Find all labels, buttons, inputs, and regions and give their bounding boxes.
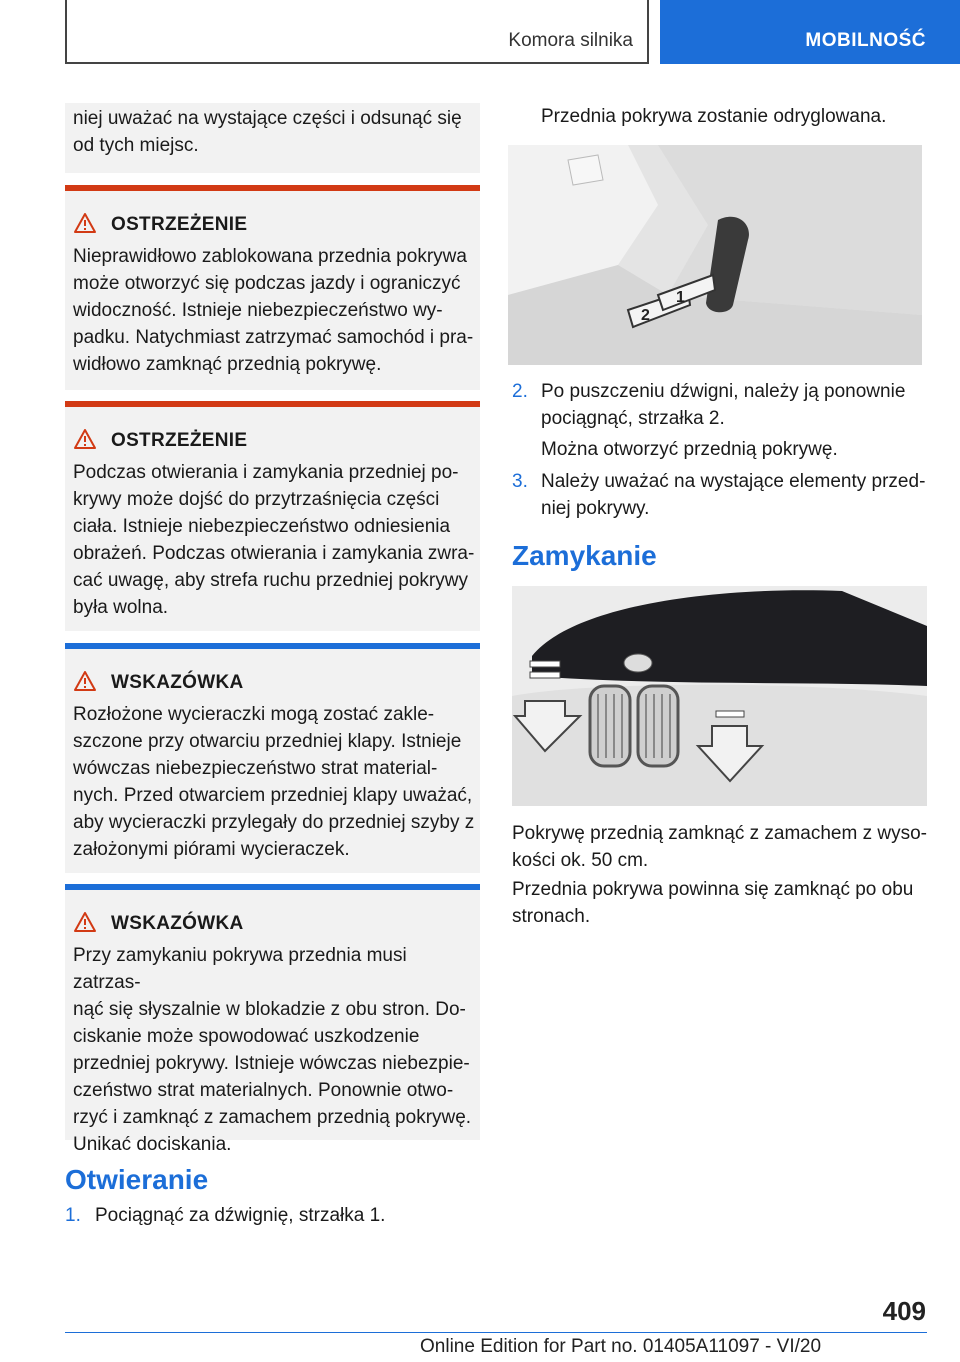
warning-title: OSTRZEŻENIE <box>111 214 248 235</box>
warning-line: widłowo zamknąć przednią pokrywę. <box>73 354 382 375</box>
chapter-title: MOBILNOŚĆ <box>805 30 926 51</box>
warning-line: cać uwagę, aby strefa ruchu przedniej pokrywy <box>73 570 468 591</box>
note-line: aby wycieraczki przylegały do przedniej szyby z <box>73 812 475 833</box>
footer-divider <box>65 1332 927 1333</box>
warning-box <box>65 185 480 390</box>
note-line: nąć się słyszalnie w blokadzie z obu stron. Do- <box>73 999 466 1020</box>
warning-triangle-icon <box>73 911 97 933</box>
note-bar <box>65 643 480 649</box>
step-text: pociągnąć, strzałka 2. <box>541 408 725 429</box>
header-section-tab <box>65 0 649 64</box>
closing-text: Pokrywę przednią zamknąć z zamachem z wyso- <box>512 823 927 844</box>
warning-line: padku. Natychmiast zatrzymać samochód i pra- <box>73 327 474 348</box>
warning-line: była wolna. <box>73 597 169 618</box>
intro-note-box <box>65 103 480 173</box>
lever-drawing <box>508 145 922 365</box>
page-number: 409 <box>882 1296 926 1326</box>
note-line: czeństwo strat materialnych. Ponownie otwo- <box>73 1080 454 1101</box>
warning-line: widoczność. Istnieje niebezpieczeństwo wy- <box>73 300 443 321</box>
note-line: przedniej pokrywy. Istnieje wówczas niebezpie- <box>73 1053 470 1074</box>
intro-line: od tych miejsc. <box>73 135 199 156</box>
note-box <box>65 884 480 1155</box>
step-number: 1. <box>65 1205 81 1226</box>
warning-line: może otworzyć się podczas jazdy i ograniczyć <box>73 273 461 294</box>
step-text: Pociągnąć za dźwignię, strzałka 1. <box>95 1205 386 1226</box>
warning-line: Nieprawidłowo zablokowana przednia pokrywa <box>73 246 467 267</box>
note-line: nych. Przed otwarciem przedniej klapy uważać, <box>73 785 473 806</box>
warning-triangle-icon <box>73 212 97 234</box>
intro-line: niej uważać na wystające części i odsunąć się <box>73 108 462 129</box>
warning-bar <box>65 185 480 191</box>
header-chapter-tab <box>660 0 960 64</box>
warning-line: Podczas otwierania i zamykania przedniej po- <box>73 462 459 483</box>
note-line: Przy zamykaniu pokrywa przednia musi zatrzas- <box>73 945 407 993</box>
note-box <box>65 643 480 873</box>
note-line: Rozłożone wycieraczki mogą zostać zakle- <box>73 704 435 725</box>
warning-line: krywy może dojść do przytrzaśnięcia części <box>73 489 440 510</box>
hood-closing-illustration <box>512 586 927 806</box>
note-line: szczone przy otwarciu przedniej klapy. Istnieje <box>73 731 462 752</box>
note-line: rzyć i zamknąć z zamachem przednią pokrywę. <box>73 1107 472 1128</box>
footer-edition: Online Edition for Part no. 01405A11097 - VI/20 <box>420 1336 822 1357</box>
note-line: ciskanie może spowodować uszkodzenie <box>73 1026 420 1047</box>
warning-triangle-icon <box>73 670 97 692</box>
step-number: 2. <box>512 381 528 402</box>
note-title: WSKAZÓWKA <box>111 913 244 934</box>
step-text: Należy uważać na wystające elementy przed- <box>541 471 926 492</box>
warning-bar <box>65 401 480 407</box>
note-bar <box>65 884 480 890</box>
section-heading-closing: Zamykanie <box>512 540 657 571</box>
closing-text: Przednia pokrywa powinna się zamknąć po obu <box>512 879 914 900</box>
closing-text: kości ok. 50 cm. <box>512 850 649 871</box>
note-line: wówczas niebezpieczeństwo strat material- <box>73 758 438 779</box>
warning-line: ciała. Istnieje niebezpieczeństwo odniesienia <box>73 516 451 537</box>
step-text: niej pokrywy. <box>541 498 650 519</box>
section-heading-opening: Otwieranie <box>65 1164 209 1195</box>
hood-lever-illustration <box>508 145 922 365</box>
step-subtext: Można otworzyć przednią pokrywę. <box>541 439 838 460</box>
warning-line: obrażeń. Podczas otwierania i zamykania zwra- <box>73 543 475 564</box>
note-line: Unikać dociskania. <box>73 1134 232 1155</box>
unlocked-text: Przednia pokrywa zostanie odryglowana. <box>541 106 887 127</box>
note-title: WSKAZÓWKA <box>111 672 244 693</box>
note-line: założonymi piórami wycieraczek. <box>73 839 350 860</box>
closing-text: stronach. <box>512 906 591 927</box>
arrow-label-1: 1 <box>676 289 685 306</box>
section-title: Komora silnika <box>508 30 633 51</box>
warning-triangle-icon <box>73 428 97 450</box>
warning-title: OSTRZEŻENIE <box>111 430 248 451</box>
step-text: Po puszczeniu dźwigni, należy ją ponownie <box>541 381 906 402</box>
step-number: 3. <box>512 471 528 492</box>
hood-drawing <box>512 586 927 806</box>
arrow-label-2: 2 <box>641 307 650 324</box>
warning-box <box>65 401 480 631</box>
